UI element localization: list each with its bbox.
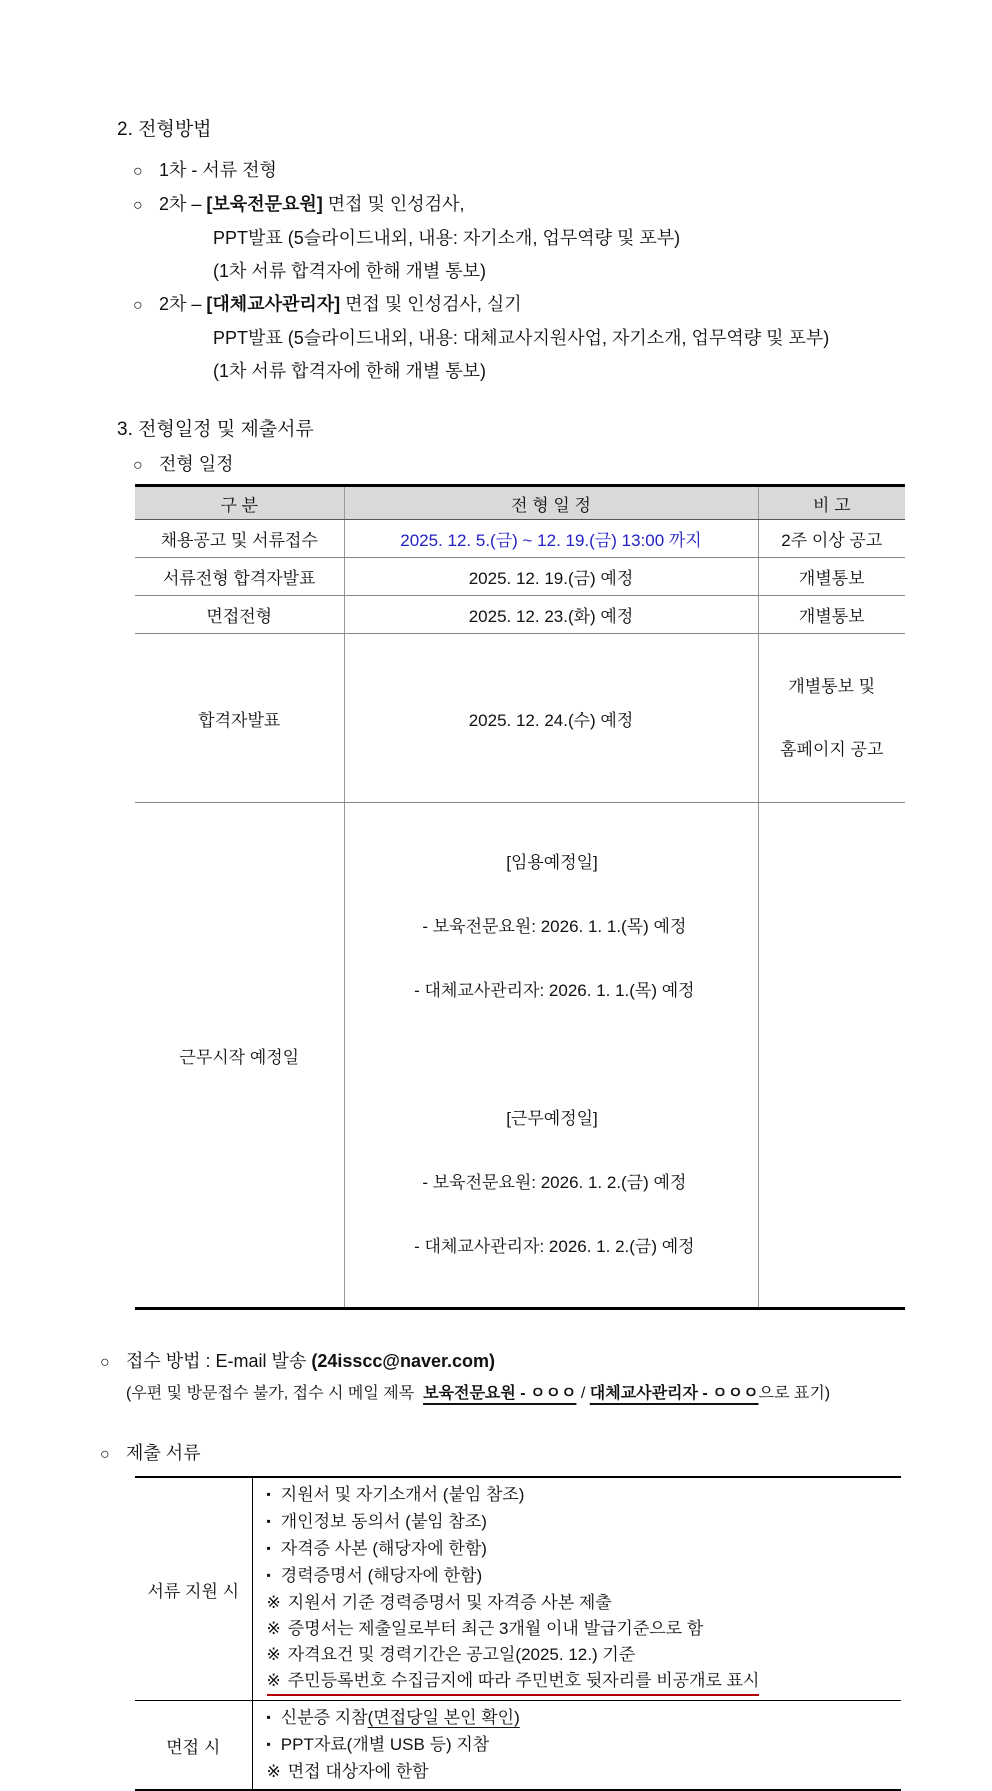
square-bullet-icon: ▪: [266, 1737, 271, 1751]
method-item-second-round-carer: [133, 188, 962, 222]
documents-row-interview: [135, 1701, 901, 1791]
schedule-header-dates: 전 형 일 정: [344, 486, 758, 520]
documents-row-label: 면접 시: [135, 1701, 252, 1791]
apply-subject-carer: 보육전문요원 - ㅇㅇㅇ: [423, 1385, 577, 1402]
row-note-empty: [758, 803, 905, 1309]
doc-note-text: 면접 대상자에 한함: [287, 1762, 429, 1781]
schedule-header-note: 비 고: [758, 486, 905, 520]
table-row-work-start: [135, 803, 905, 1309]
row-note: 2주 이상 공고: [758, 520, 905, 558]
row-note-line1: 개별통보 및: [788, 677, 876, 696]
doc-note-text: 증명서는 제출일로부터 최근 3개월 이내 발급기준으로 함: [287, 1619, 704, 1638]
section-selection-method: [117, 118, 962, 388]
work-start-line: - 대체교사관리자: 2026. 1. 1.(목) 예정: [409, 981, 695, 1000]
privacy-note-underline: [267, 1668, 760, 1696]
row-label: 면접전형: [135, 596, 344, 634]
work-start-line: - 보육전문요원: 2026. 1. 1.(목) 예정: [417, 917, 687, 936]
doc-bullet-line-id: [267, 1705, 894, 1732]
method-item3-suffix: 면접 및 인성검사, 실기: [340, 294, 522, 314]
row-note: 개별통보: [758, 558, 905, 596]
doc-note-line: [267, 1590, 894, 1616]
row-schedule-date: 2025. 12. 24.(수) 예정: [344, 634, 758, 803]
doc-note-line: [267, 1616, 894, 1642]
circle-bullet-icon: ○: [133, 457, 143, 474]
doc-note-text: 지원서 기준 경력증명서 및 자격증 사본 제출: [287, 1593, 612, 1612]
documents-application-content: [252, 1477, 901, 1701]
doc-bullet-text: PPT자료(개별 USB 등) 지참: [280, 1735, 490, 1754]
schedule-header-category: 구 분: [135, 486, 344, 520]
documents-interview-content: [252, 1701, 901, 1791]
doc-bullet-text: 지원서 및 자기소개서 (붙임 참조): [280, 1485, 525, 1504]
method-item2-prefix: 2차 –: [159, 194, 207, 214]
doc-note-line: [267, 1642, 894, 1668]
documents-heading: [100, 1438, 962, 1470]
apply-detail-prefix: (우편 및 방문접수 불가, 접수 시 메일 제목: [126, 1385, 424, 1402]
method-item3-role: [대체교사관리자]: [206, 294, 341, 314]
reference-mark-icon: ※: [266, 1619, 281, 1638]
row-label: 서류전형 합격자발표: [135, 558, 344, 596]
apply-email-address: (24isscc@naver.com): [311, 1351, 495, 1371]
row-schedule-date: 2025. 12. 23.(화) 예정: [344, 596, 758, 634]
doc-id-text: 신분증 지참: [280, 1708, 368, 1727]
method-item2-ppt-line: PPT발표 (5슬라이드내외, 내용: 자기소개, 업무역량 및 포부): [213, 228, 681, 248]
method-item-first-round: [133, 154, 962, 188]
method-item3-notice-line: (1차 서류 합격자에 한해 개별 통보): [213, 361, 487, 381]
row-label: 채용공고 및 서류접수: [135, 520, 344, 558]
square-bullet-icon: ▪: [266, 1710, 271, 1724]
doc-bullet-line: [267, 1482, 894, 1509]
schedule-table-header-row: [135, 486, 905, 520]
documents-table: [135, 1476, 901, 1791]
doc-bullet-line: [267, 1536, 894, 1563]
table-row-final-pass: [135, 634, 905, 803]
doc-bullet-text: 경력증명서 (해당자에 한함): [280, 1566, 483, 1585]
section-schedule-heading: 3. 전형일정 및 제출서류: [117, 419, 314, 440]
circle-bullet-icon: ○: [100, 1446, 110, 1463]
doc-id-underlined-text: (면접당일 본인 확인): [367, 1708, 520, 1727]
doc-bullet-line: [267, 1509, 894, 1536]
method-item-second-round-manager: [133, 288, 962, 322]
apply-method-line: [100, 1346, 962, 1378]
doc-note-privacy-text: 주민등록번호 수집금지에 따라 주민번호 뒷자리를 비공개로 표시: [287, 1671, 760, 1690]
square-bullet-icon: ▪: [266, 1541, 271, 1555]
work-start-line: [근무예정일]: [506, 1109, 598, 1128]
square-bullet-icon: ▪: [266, 1568, 271, 1582]
row-label: 근무시작 예정일: [179, 1047, 300, 1067]
doc-note-text: 자격요건 및 경력기간은 공고일(2025. 12.) 기준: [287, 1645, 636, 1664]
apply-detail-suffix: 으로 표기): [758, 1385, 831, 1402]
circle-bullet-icon: ○: [100, 1354, 110, 1371]
table-row-interview: [135, 596, 905, 634]
row-schedule-date: 2025. 12. 19.(금) 예정: [344, 558, 758, 596]
work-start-line: - 보육전문요원: 2026. 1. 2.(금) 예정: [417, 1173, 687, 1192]
doc-bullet-line: [267, 1563, 894, 1590]
method-item2-notice-line: (1차 서류 합격자에 한해 개별 통보): [213, 261, 487, 281]
method-item1-text: 1차 - 서류 전형: [159, 160, 277, 180]
reference-mark-icon: ※: [266, 1645, 281, 1664]
schedule-subheading: [133, 451, 962, 479]
apply-method-text: 접수 방법 : E-mail 발송: [126, 1351, 312, 1371]
reference-mark-icon: ※: [266, 1593, 281, 1612]
reference-mark-icon: ※: [266, 1671, 281, 1690]
row-note-line2: 홈페이지 공고: [780, 740, 884, 759]
work-start-line: - 대체교사관리자: 2026. 1. 2.(금) 예정: [409, 1237, 695, 1256]
doc-note-line-privacy: [267, 1668, 894, 1696]
row-note: [758, 634, 905, 803]
square-bullet-icon: ▪: [266, 1514, 271, 1528]
apply-detail-separator: /: [576, 1385, 590, 1402]
reference-mark-icon: ※: [266, 1762, 281, 1781]
documents-row-label: 서류 지원 시: [135, 1477, 252, 1701]
method-item3-ppt-line: PPT발표 (5슬라이드내외, 내용: 대체교사지원사업, 자기소개, 업무역량 및 포부): [213, 328, 830, 348]
work-start-line: [임용예정일]: [506, 853, 598, 872]
doc-note-line: [267, 1759, 894, 1785]
circle-bullet-icon: ○: [133, 197, 143, 214]
square-bullet-icon: ▪: [266, 1487, 271, 1501]
row-schedule-date: 2025. 12. 5.(금) ~ 12. 19.(금) 13:00 까지: [344, 520, 758, 558]
section-schedule-and-documents: [117, 418, 962, 1310]
row-label: 합격자발표: [135, 634, 344, 803]
circle-bullet-icon: ○: [133, 297, 143, 314]
schedule-subheading-text: 전형 일정: [159, 454, 234, 474]
doc-bullet-line: [267, 1732, 894, 1759]
method-item2-role: [보육전문요원]: [206, 194, 323, 214]
table-row-document-pass: [135, 558, 905, 596]
section-method-body: [117, 154, 962, 388]
work-start-line-spacer: [357, 1043, 748, 1067]
circle-bullet-icon: ○: [133, 163, 143, 180]
apply-subject-manager: 대체교사관리자 - ㅇㅇㅇ: [589, 1385, 759, 1402]
apply-method-detail-line: [117, 1378, 962, 1410]
table-row-announcement: [135, 520, 905, 558]
method-item3-prefix: 2차 –: [159, 294, 207, 314]
section-method-heading: 2. 전형방법: [117, 119, 212, 140]
doc-bullet-text: 자격증 사본 (해당자에 한함): [280, 1539, 487, 1558]
row-note: 개별통보: [758, 596, 905, 634]
method-item2-suffix: 면접 및 인성검사,: [322, 194, 465, 214]
doc-bullet-text: 개인정보 동의서 (붙임 참조): [280, 1512, 487, 1531]
documents-row-application: [135, 1477, 901, 1701]
row-work-start-details: [344, 803, 758, 1309]
documents-heading-text: 제출 서류: [126, 1443, 201, 1463]
schedule-table: [135, 484, 905, 1310]
